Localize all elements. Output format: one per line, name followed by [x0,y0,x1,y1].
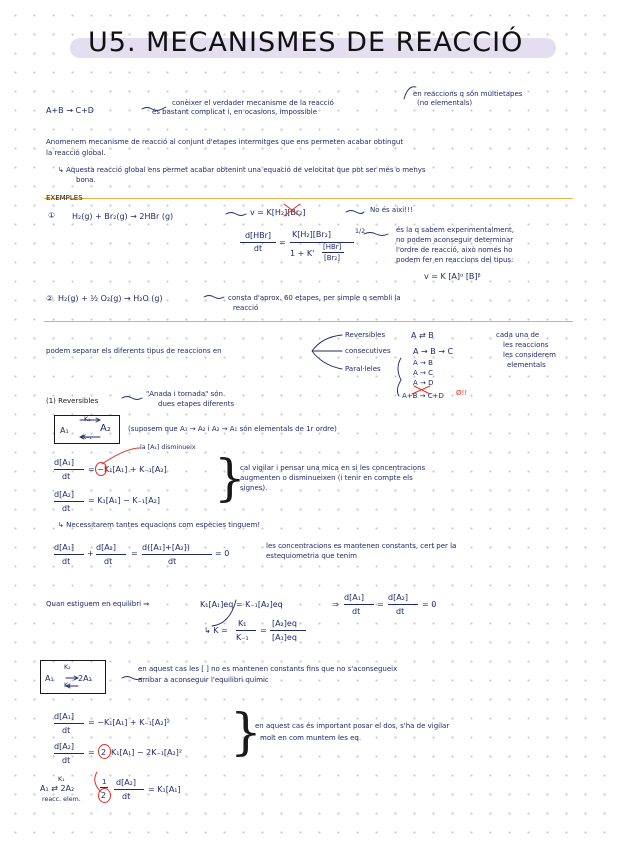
definition-line-2: la reacció global. [46,149,106,157]
rev-need-equations: ↳ Necessitarem tantes equacions com espècies tinguem! [58,521,261,529]
second-eq2-num: d[A₂] [54,742,74,751]
second-eq2-den: dt [62,756,71,765]
types-reversible-label: Reversibles [345,331,386,339]
intro-note-1: en reaccions q són multietapes [413,90,523,98]
example-1-general-law: v = K [A]ᵅ [B]ᵝ [424,272,481,281]
wrong-reaction-cross [412,386,430,394]
rev-eq1-num: d[A₁] [54,458,74,467]
rev-sum-a-den: dt [62,557,71,566]
rev-equilibrium-text: Quan estiguem en equilibri ⇒ [46,600,150,608]
second-brace: } [230,703,262,761]
rev-eq2-num: d[A₂] [54,490,74,499]
rev-sum-c-den: dt [168,557,177,566]
example-2-reaction: H₂(g) + ½ O₂(g) → H₂O (g) [58,294,163,303]
squiggle-arrow-1 [142,107,166,111]
definition-line-3: ↳ Aquesta reacció global ens permet acabar obtenint una equació de velocitat que pot ser més o menys [58,166,426,174]
second-bottom-k: K₁ [58,776,65,783]
decrease-arrow [102,448,140,464]
second-bottom-one: 1 [102,778,107,786]
second-eq1-num: d[A₁] [54,712,74,721]
example-1-not-so: No és així!!! [370,206,413,214]
example-2-text-1: consta d'aprox. 60 etapes, per simple q sembli la [228,294,401,302]
rev-equilibrium-implies: ⇒ [332,600,339,609]
example-1-note-2: no podem aconseguir determinar [396,236,514,244]
rev-sum-b-num: d[A₂] [96,543,116,552]
second-bottom-label: reacc. elem. [42,796,81,803]
rev-eq2-rhs: = K₁[A₁] − K₋₁[A₂] [88,496,161,505]
k-curve-arrow [212,600,236,626]
example-1-rhs-den2-num: [HBr] [323,243,342,251]
rev-k-conc-den: [A₁]eq [272,633,297,642]
rev-k-conc-num: [A₂]eq [272,619,297,628]
example-1-power: 1/2 [355,228,366,235]
rev-eq-zero: = 0 [422,600,437,609]
rev-equilibrium-relation: K₁[A₁]eq = K₋₁[A₂]eq [200,600,283,609]
reversible-box-b: A₂ [100,423,111,434]
rev-eq-d2-num: d[A₂] [388,593,408,602]
types-note-1: cada una de [496,331,540,339]
types-note-2: les reaccions [503,341,549,349]
example-1-rate: v = K[H₂][Br₂] [250,208,306,217]
second-brace-note-1: en aquest cas és important posar el dos, s'ha de vigilar [255,722,450,730]
example-1-note-3: l'ordre de reacció, això només ho [396,246,513,254]
rev-eq2-den: dt [62,504,71,513]
examples-heading: EXEMPLES [46,194,83,202]
types-wrong-mark: Ø!! [456,389,468,397]
second-box-b: 2A₂ [78,674,92,683]
intro-reaction: A+B → C+D [46,106,94,115]
types-reversible-eq: A ⇄ B [411,331,434,340]
example-2-number: ② [46,294,54,303]
example-1-number: ① [48,211,56,220]
rev-brace-note-1: cal vigilar i pensar una mica en si les concentracions [240,464,426,472]
rev-eq-d1-den: dt [352,607,361,616]
reversible-k1: K₁ [84,416,91,423]
wrong-rate-cross [284,204,300,216]
rev-k-equals: = [260,626,267,635]
parallel-brace [397,358,401,396]
second-brace-note-2: molt en com muntem les eq. [260,734,362,742]
definition-line-4: bona. [76,176,96,184]
types-consecutive-label: consecutives [345,347,391,355]
squiggle-arrow-3 [346,211,364,214]
types-note-3: les considerem [503,351,556,359]
rev-eq1-rhs: = −K₁[A₁] + K₋₁[A₂] [88,465,167,474]
equals-sign: = [131,549,138,558]
second-k1: K₁ [64,682,71,689]
second-eq2-rhs: K₁[A₁] − 2K₋₁[A₂]² [111,748,183,757]
rev-k-den: K₋₁ [236,633,249,642]
reversibles-heading: (1) Reversibles [46,397,99,405]
squiggle-arrow-7 [122,677,142,680]
second-eq2-circle-num: 2 [101,748,107,757]
example-2-text-2: reacció [233,304,259,312]
types-intro: podem separar els diferents tipus de reaccions en [46,347,222,355]
reversibles-suppose: (suposem que A₁ → A₂ i A₂ → A₁ són elementals de 1r ordre) [128,425,337,433]
rev-sum-a-num: d[A₁] [54,543,74,552]
rev-sum-c-num: d([A₁]+[A₂]) [142,543,190,552]
example-1-reaction: H₂(g) + Br₂(g) → 2HBr (g) [72,212,174,221]
reversible-box-a: A₁ [60,426,69,435]
rev-k-arrow: ↳ K = [204,626,228,635]
types-consecutive-eq: A → B → C [413,347,454,356]
rev-brace: } [214,449,246,507]
plus-sign: + [87,549,94,558]
definition-line-1: Anomenem mecanisme de reacció al conjunt d'etapes intermitges que ens permeten acabar obtingut [46,138,404,146]
rev-sum-rhs: = 0 [215,549,230,558]
types-note-4: elementals [507,361,546,369]
second-eq1-rhs: = −K₁[A₁] + K₋₁[A₂]² [88,718,170,727]
reversible-km1: K₋₁ [82,434,92,441]
rev-brace-note-2: augmenten o disminueixen (i tenir en compte els [240,474,413,482]
reversible-arrows [80,418,100,439]
example-1-note-1: és la q sabem experimentalment, [396,226,515,234]
types-parallel-eq-2: A → C [413,369,433,377]
rev-sum-note-2: estequiometria que tenim [266,552,357,560]
rev-k-num: K₁ [238,619,247,628]
types-parallel-eq-3: A → D [413,379,434,387]
rev-sum-b-den: dt [104,557,113,566]
second-bottom-rhs: = K₁[A₁] [148,785,181,794]
squiggle-arrow-2 [226,213,246,216]
types-parallel-label: Paral·leles [345,365,381,373]
squiggle-arrow-4 [364,233,388,236]
rev-eq1-den: dt [62,472,71,481]
intro-note-2: (no elementals) [417,99,473,107]
second-eq2-equals: = [88,748,95,757]
example-1-lhs-den: dt [253,244,263,253]
second-eq1-den: dt [62,726,71,735]
types-parallel-eq-1: A → B [413,359,433,367]
rev-brace-note-3: signes). [240,484,268,492]
reversibles-note-1: "Anada i tornada" són [146,390,223,398]
second-box-a: A₁ [45,674,54,683]
types-parallel-eq-4: A+B → C+D [402,392,444,400]
equals-sign: = [377,600,384,609]
types-fork [312,335,342,369]
second-bottom-den: dt [122,792,131,801]
reversibles-note-2: dues etapes diferents [158,400,235,408]
intro-text-2: és bastant complicat i, en ocasions, impossible [152,108,318,116]
example-1-rhs-den2-den: [Br₂] [324,254,340,262]
intro-text-1: conèixer el verdader mecanisme de la reacció [172,99,334,107]
bottom-red-arrow [95,772,101,792]
second-bottom-circle-num: 2 [101,791,107,800]
rev-eq-d1-num: d[A₁] [344,593,364,602]
example-1-lhs-num: d[HBr] [244,231,272,240]
squiggle-arrow-5 [204,296,224,299]
example-1-rhs-den1: 1 + K' [290,249,315,258]
page-title: U5. MECANISMES DE REACCIÓ [88,27,524,58]
example-1-note-4: podem fer en reaccions del tipus: [396,256,514,264]
second-k2: K₂ [64,664,71,671]
squiggle-arrow-6 [122,397,142,400]
second-text-1: en aquest cas les [ ] no es mantenen constants fins que no s'aconsegueix [138,665,398,673]
second-bottom-eq: A₁ ⇄ 2A₂ [40,784,75,793]
example-1-rhs-num: K[H₂][Br₂] [292,230,331,239]
reversibles-decreases: la [A₁] disminueix [140,444,196,451]
curved-arrow-1 [404,87,416,99]
second-text-2: arribar a aconseguir l'equilibri químic [138,676,269,684]
rev-sum-note-1: les concentracions es mantenen constants, cert per la [266,542,457,550]
second-bottom-num: d[A₂] [116,778,136,787]
second-arrows [66,676,78,688]
rev-eq-d2-den: dt [396,607,405,616]
equals-sign: = [279,238,286,247]
